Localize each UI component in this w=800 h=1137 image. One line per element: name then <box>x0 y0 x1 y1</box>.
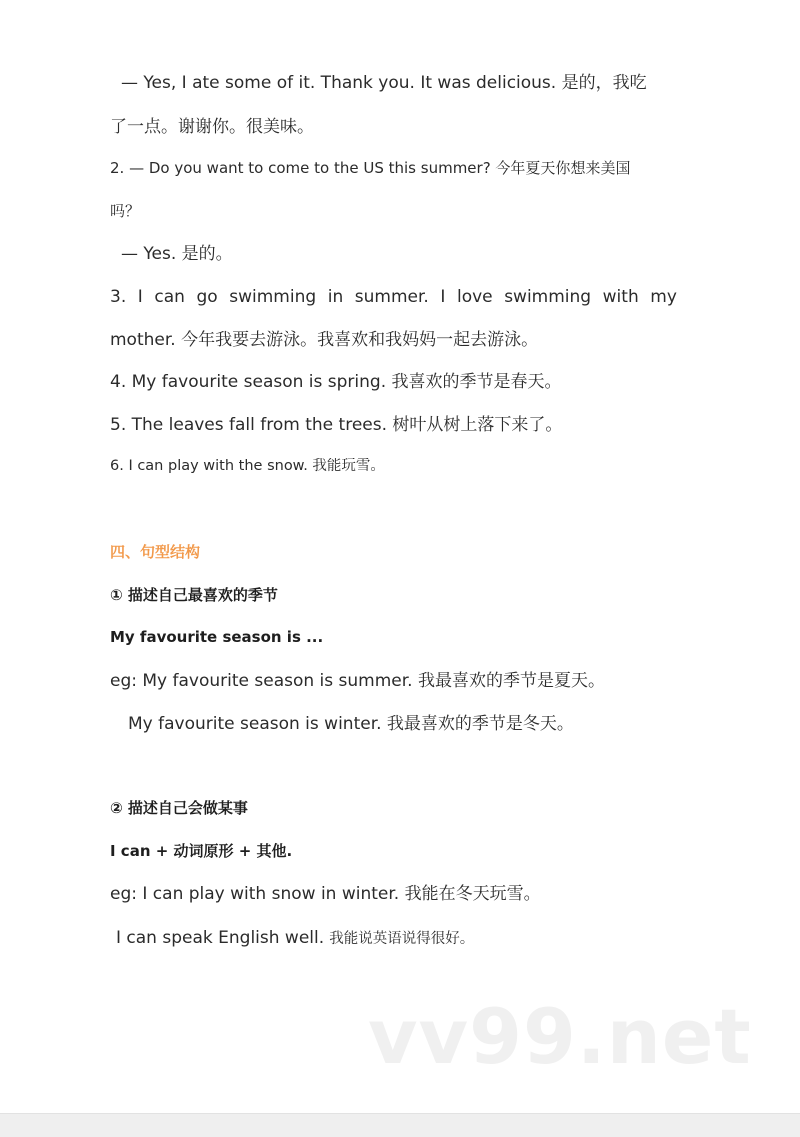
word: my <box>650 287 677 307</box>
example-1b: My favourite season is winter. 我最喜欢的季节是冬天。 <box>128 714 574 734</box>
word: 3. <box>110 287 127 307</box>
word: I <box>440 287 446 307</box>
word: love <box>456 287 493 307</box>
word: I <box>137 287 143 307</box>
sentence-pattern-2: I can + 动词原形 + 其他. <box>110 842 293 860</box>
watermark: vv99.net <box>368 992 752 1081</box>
sentence-5: 5. The leaves fall from the trees. 树叶从树上落下来了。 <box>110 415 563 435</box>
sentence-4: 4. My favourite season is spring. 我喜欢的季节是春天。 <box>110 372 562 392</box>
sentence-3-line-2: mother. 今年我要去游泳。我喜欢和我妈妈一起去游泳。 <box>110 330 539 350</box>
answer-line-1-continued: 了一点。谢谢你。很美味。 <box>110 117 314 137</box>
word: with <box>602 287 639 307</box>
word: swimming <box>229 287 317 307</box>
word: in <box>327 287 344 307</box>
section-heading: 四、句型结构 <box>110 543 201 561</box>
page-bottom-strip <box>0 1113 800 1137</box>
sentence-pattern-1: My favourite season is ... <box>110 628 324 646</box>
answer-line-2: — Yes. 是的。 <box>121 244 233 264</box>
question-2: 2. — Do you want to come to the US this summer? 今年夏天你想来美国 <box>110 159 631 177</box>
word: can <box>154 287 185 307</box>
answer-line-1: — Yes, I ate some of it. Thank you. It was delicious. 是的，我吃 <box>121 73 647 93</box>
example-1a: eg: My favourite season is summer. 我最喜欢的季节是夏天。 <box>110 671 605 691</box>
subheading-2: ② 描述自己会做某事 <box>110 799 248 817</box>
question-2-continued: 吗？ <box>110 202 141 220</box>
sentence-3-line-1 <box>110 287 677 307</box>
subheading-1: ① 描述自己最喜欢的季节 <box>110 586 278 604</box>
example-2b-chinese: 我能说英语说得很好。 <box>329 931 475 947</box>
sentence-6: 6. I can play with the snow. 我能玩雪。 <box>110 458 385 474</box>
example-2a: eg: I can play with snow in winter. 我能在冬天玩雪。 <box>110 884 541 904</box>
word: summer. <box>354 287 429 307</box>
example-2b <box>116 928 686 948</box>
word: go <box>196 287 218 307</box>
example-2b-english: I can speak English well. <box>116 928 325 948</box>
word: swimming <box>504 287 592 307</box>
